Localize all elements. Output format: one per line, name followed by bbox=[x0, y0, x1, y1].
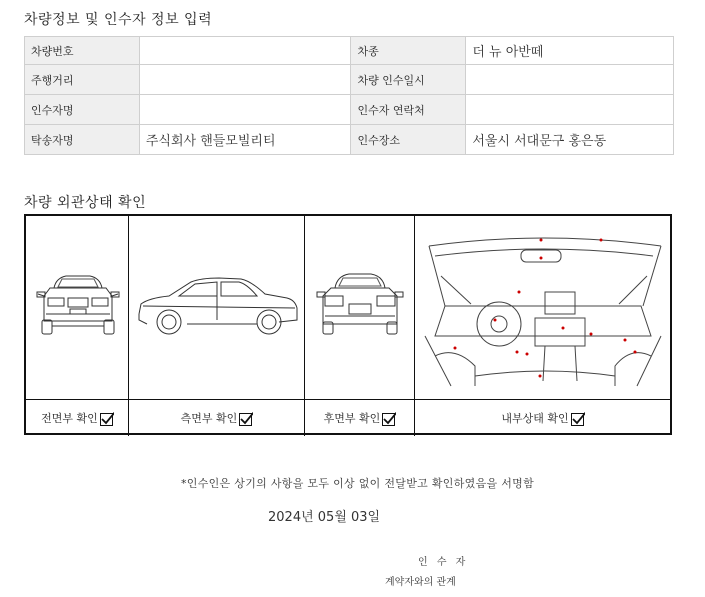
value-mileage[interactable] bbox=[139, 65, 351, 95]
table-row bbox=[25, 37, 674, 65]
car-interior-image bbox=[415, 216, 672, 399]
value-handover-datetime[interactable] bbox=[466, 65, 674, 95]
section-title-exterior-check: 차량 외관상태 확인 bbox=[24, 195, 147, 211]
checkmark-icon bbox=[240, 412, 253, 426]
receiver-label: 인 수 자 bbox=[418, 557, 469, 568]
rear-view-cell bbox=[305, 216, 415, 399]
check-rear[interactable] bbox=[305, 400, 415, 436]
check-rear-label: 후면부 확인 bbox=[323, 412, 381, 425]
value-vehicle-number[interactable] bbox=[139, 37, 351, 65]
check-interior[interactable] bbox=[415, 400, 670, 436]
value-receiver-name[interactable] bbox=[139, 95, 351, 125]
label-vehicle-number: 차량번호 bbox=[25, 37, 140, 65]
value-driver-name[interactable]: 주식회사 핸들모빌리티 bbox=[139, 125, 351, 155]
label-handover-datetime: 차량 인수일시 bbox=[351, 65, 466, 95]
check-front-label: 전면부 확인 bbox=[41, 412, 98, 425]
check-front-checkbox[interactable] bbox=[100, 413, 113, 426]
checkmark-icon bbox=[383, 412, 396, 426]
check-interior-label: 내부상태 확인 bbox=[501, 412, 569, 425]
value-model[interactable]: 더 뉴 아반떼 bbox=[466, 37, 674, 65]
label-handover-place: 인수장소 bbox=[351, 125, 466, 155]
value-receiver-contact[interactable] bbox=[466, 95, 674, 125]
label-mileage: 주행거리 bbox=[25, 65, 140, 95]
checkmark-icon bbox=[101, 412, 114, 426]
label-receiver-name: 인수자명 bbox=[25, 95, 140, 125]
car-front-view-image bbox=[26, 216, 129, 399]
front-view-cell bbox=[26, 216, 129, 399]
table-row bbox=[25, 65, 674, 95]
value-handover-place[interactable]: 서울시 서대문구 홍은동 bbox=[466, 125, 674, 155]
document-date: 2024년 05월 03일 bbox=[268, 510, 381, 525]
exterior-check-panel bbox=[24, 214, 672, 435]
table-row bbox=[25, 125, 674, 155]
check-front[interactable] bbox=[26, 400, 129, 436]
label-model: 차종 bbox=[351, 37, 466, 65]
check-rear-checkbox[interactable] bbox=[382, 413, 395, 426]
confirmation-notice: *인수인은 상기의 사항을 모두 이상 없이 전달받고 확인하였음을 서명함 bbox=[180, 477, 535, 490]
table-row bbox=[25, 95, 674, 125]
car-side-view-image bbox=[129, 216, 305, 399]
check-side[interactable] bbox=[129, 400, 305, 436]
relation-label: 계약자와의 관계 bbox=[385, 577, 456, 588]
checkmark-icon bbox=[572, 412, 585, 426]
check-side-label: 측면부 확인 bbox=[180, 412, 238, 425]
side-view-cell bbox=[129, 216, 305, 399]
interior-view-cell bbox=[415, 216, 672, 399]
label-receiver-contact: 인수자 연락처 bbox=[351, 95, 466, 125]
vehicle-info-table bbox=[24, 36, 674, 155]
check-side-checkbox[interactable] bbox=[239, 413, 252, 426]
car-rear-view-image bbox=[305, 216, 415, 399]
check-interior-checkbox[interactable] bbox=[571, 413, 584, 426]
section-title-vehicle-info: 차량정보 및 인수자 정보 입력 bbox=[24, 12, 213, 28]
label-driver-name: 탁송자명 bbox=[25, 125, 140, 155]
check-label-bar bbox=[26, 399, 670, 435]
